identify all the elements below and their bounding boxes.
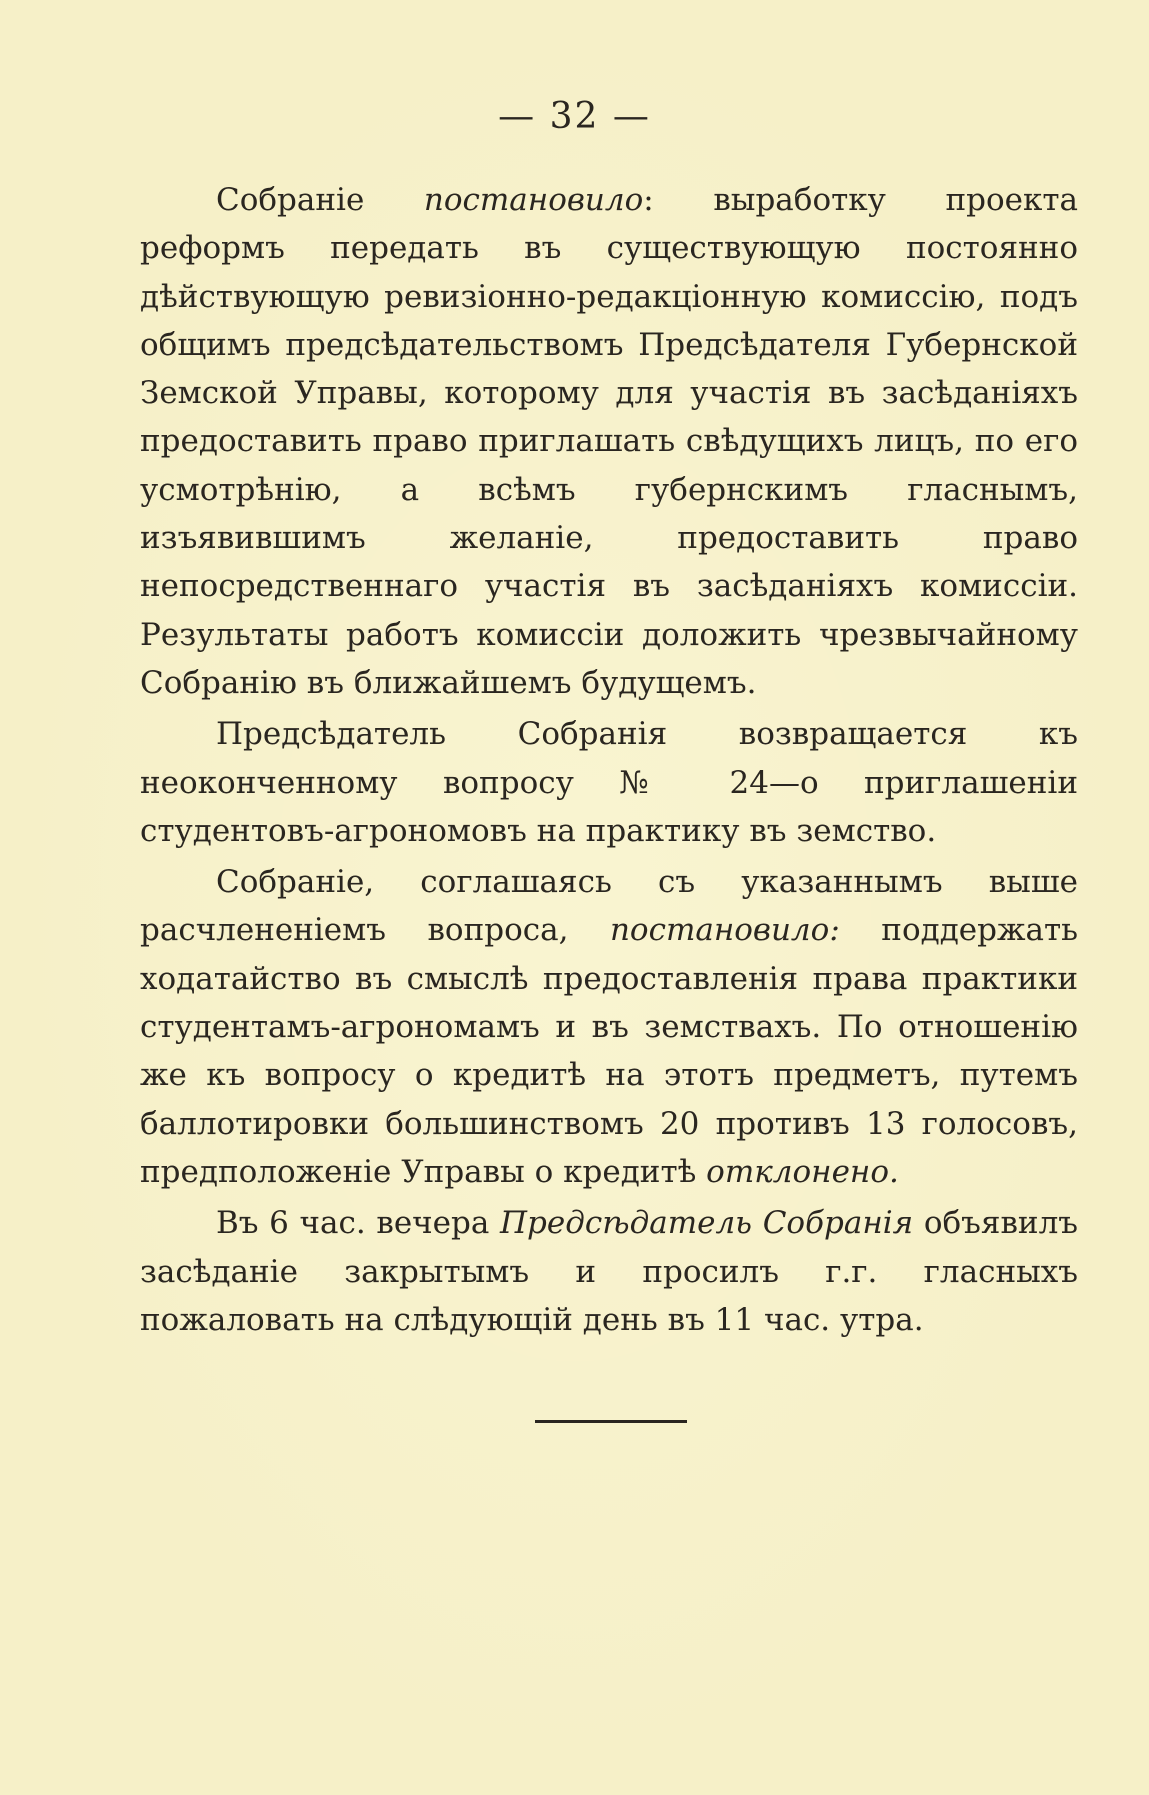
paragraph-segment-italic: Предсѣдатель Собранія [499, 1205, 914, 1242]
paragraph-resolution-reform [140, 176, 1078, 707]
paragraph-segment: Собраніе [216, 182, 424, 218]
paragraph-segment: Предсѣдатель Собранія возвращается къ неоконченному вопросу № 24—о приглашеніи студентовъ-агрономовъ на практику въ земство. [140, 716, 1078, 849]
paragraph-session-closed [140, 1199, 1078, 1344]
paragraph-segment-italic: отклонено. [706, 1153, 899, 1190]
paragraph-segment-italic: постановило [423, 182, 644, 218]
paragraph-segment: поддержать ходатайство въ смыслѣ предоставленія права практики студентамъ-агрономамъ и въ земствахъ. По отношенію же къ вопросу о кредитѣ на этотъ предметъ, путемъ баллотировки большинствомъ 20 противъ 13 голосовъ, предположеніе Управы о кредитѣ [140, 912, 1078, 1190]
paragraph-segment: Собраніе, соглашаясь съ указаннымъ выше расчлененіемъ вопроса, [140, 864, 1078, 949]
closing-rule [535, 1420, 687, 1423]
paragraph-segment-italic: постановило: [609, 912, 840, 949]
body-text [140, 176, 1078, 1344]
page-number: — 32 — [498, 96, 651, 137]
paragraph-chairman-returns [140, 710, 1078, 855]
paragraph-segment: : выработку проекта реформъ передать въ существующую постоянно дѣйствующую ревизіонно-редакціонную комиссію, подъ общимъ предсѣдательствомъ Предсѣдателя Губернской Земской Управы, которому для участія въ засѣданіяхъ предоставить право приглашать свѣдущихъ лицъ, по его усмотрѣнію, а всѣмъ губернскимъ гласнымъ, изъявившимъ желаніе, предоставить право непосредственнаго участія въ засѣданіяхъ комиссіи. Результаты работъ комиссіи доложить чрезвычайному Собранію въ ближайшемъ будущемъ. [140, 182, 1078, 701]
paragraph-segment: Въ 6 час. вечера [216, 1205, 500, 1242]
paragraph-resolution-students [140, 858, 1078, 1196]
paragraph-segment: объявилъ засѣданіе закрытымъ и просилъ г.г. гласныхъ пожаловать на слѣдующій день въ 11 час. утра. [140, 1205, 1078, 1338]
